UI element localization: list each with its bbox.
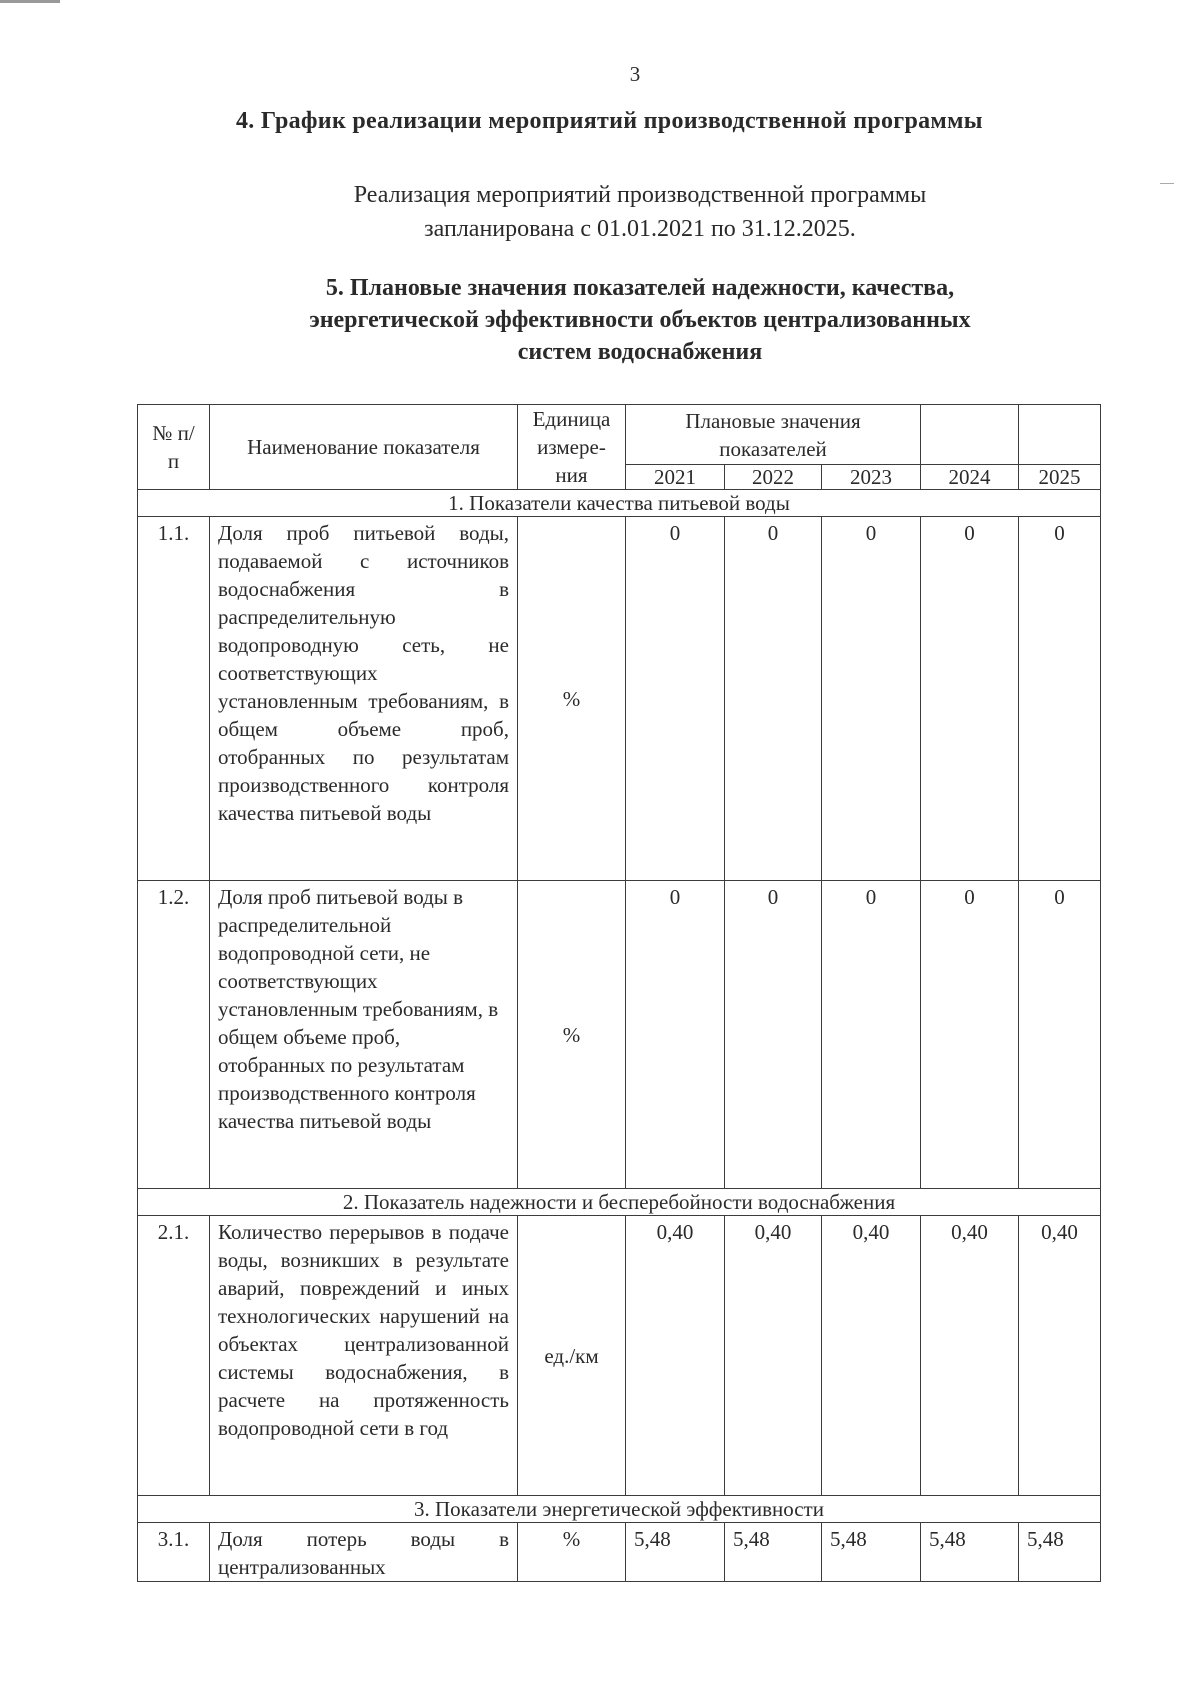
section-row-3 bbox=[138, 1496, 1101, 1523]
row-num: 3.1. bbox=[138, 1523, 210, 1582]
header-plan bbox=[626, 405, 921, 465]
row-value-2021: 0,40 bbox=[626, 1216, 725, 1496]
section5-title-line1: 5. Плановые значения показателей надежности, качества, bbox=[325, 275, 955, 301]
row-unit: % bbox=[518, 1523, 626, 1582]
section4-text-line1: Реализация мероприятий производственной программы bbox=[353, 182, 927, 208]
row-name: Доля потерь воды в централизованных bbox=[210, 1523, 518, 1582]
row-value-2021: 0 bbox=[626, 881, 725, 1189]
row-value-2022: 0 bbox=[725, 517, 822, 881]
row-name: Доля проб питьевой воды, подаваемой с источников водоснабжения в распределительную водопроводную сеть, не соответствующих установленным требованиям, в общем объеме проб, отобранных по результатам производственного контроля качества питьевой воды bbox=[210, 517, 518, 881]
row-value-2024: 5,48 bbox=[921, 1523, 1019, 1582]
row-num: 1.1. bbox=[138, 517, 210, 881]
header-plan-label: Плановые значения показателей bbox=[685, 409, 861, 461]
section-title-1: 1. Показатели качества питьевой воды bbox=[138, 490, 1101, 517]
row-unit: ед./км bbox=[518, 1216, 626, 1496]
header-year-2021: 2021 bbox=[626, 465, 725, 490]
row-value-2025: 0 bbox=[1019, 881, 1101, 1189]
row-num: 1.2. bbox=[138, 881, 210, 1189]
section-title-3: 3. Показатели энергетической эффективности bbox=[138, 1496, 1101, 1523]
header-year-2025: 2025 bbox=[1019, 465, 1101, 490]
header-unit bbox=[518, 405, 626, 490]
table-row bbox=[138, 881, 1101, 1189]
header-num bbox=[138, 405, 210, 490]
header-unit-label: Единица измере- ния bbox=[532, 407, 611, 487]
section4-text-line2: запланирована с 01.01.2021 по 31.12.2025. bbox=[424, 216, 856, 242]
row-unit: % bbox=[518, 517, 626, 881]
row-value-2023: 0,40 bbox=[822, 1216, 921, 1496]
row-value-2025: 0,40 bbox=[1019, 1216, 1101, 1496]
section4-title: 4. График реализации мероприятий производственной программы bbox=[236, 108, 983, 134]
table-row bbox=[138, 517, 1101, 881]
row-value-2023: 0 bbox=[822, 517, 921, 881]
row-name: Доля проб питьевой воды в распределительной водопроводной сети, не соответствующих установленным требованиям, в общем объеме проб, отобранных по результатам производственного контроля качества питьевой воды bbox=[210, 881, 518, 1189]
section-row-2 bbox=[138, 1189, 1101, 1216]
section5-title-line2: энергетической эффективности объектов централизованных bbox=[309, 307, 971, 333]
scan-edge-mark bbox=[1160, 183, 1174, 184]
indicators-table bbox=[137, 404, 1101, 1582]
row-unit: % bbox=[518, 881, 626, 1189]
table-row bbox=[138, 1523, 1101, 1582]
table-header-row bbox=[138, 405, 1101, 465]
header-year-2023: 2023 bbox=[822, 465, 921, 490]
row-value-2024: 0,40 bbox=[921, 1216, 1019, 1496]
row-value-2024: 0 bbox=[921, 517, 1019, 881]
row-value-2022: 0 bbox=[725, 881, 822, 1189]
header-empty-2025 bbox=[1019, 405, 1101, 465]
section-row-1 bbox=[138, 490, 1101, 517]
section4-text bbox=[240, 178, 1040, 246]
row-value-2023: 0 bbox=[822, 881, 921, 1189]
header-name-label: Наименование показателя bbox=[247, 435, 480, 459]
row-value-2025: 5,48 bbox=[1019, 1523, 1101, 1582]
section-title-2: 2. Показатель надежности и бесперебойности водоснабжения bbox=[138, 1189, 1101, 1216]
section5-title-line3: систем водоснабжения bbox=[517, 339, 763, 365]
section5-title bbox=[230, 272, 1050, 368]
row-num: 2.1. bbox=[138, 1216, 210, 1496]
row-value-2024: 0 bbox=[921, 881, 1019, 1189]
row-value-2022: 5,48 bbox=[725, 1523, 822, 1582]
row-value-2025: 0 bbox=[1019, 517, 1101, 881]
row-value-2022: 0,40 bbox=[725, 1216, 822, 1496]
row-value-2021: 0 bbox=[626, 517, 725, 881]
header-year-2024: 2024 bbox=[921, 465, 1019, 490]
scan-corner-mark bbox=[0, 0, 60, 3]
row-value-2021: 5,48 bbox=[626, 1523, 725, 1582]
page-number: 3 bbox=[629, 62, 641, 86]
header-empty-2024 bbox=[921, 405, 1019, 465]
row-value-2023: 5,48 bbox=[822, 1523, 921, 1582]
row-name: Количество перерывов в подаче воды, возникших в результате аварий, повреждений и иных технологических нарушений на объектах централизованной системы водоснабжения, в расчете на протяженность водопроводной сети в год bbox=[210, 1216, 518, 1496]
header-name bbox=[210, 405, 518, 490]
table-row bbox=[138, 1216, 1101, 1496]
header-num-label: № п/п bbox=[152, 421, 195, 473]
header-year-2022: 2022 bbox=[725, 465, 822, 490]
